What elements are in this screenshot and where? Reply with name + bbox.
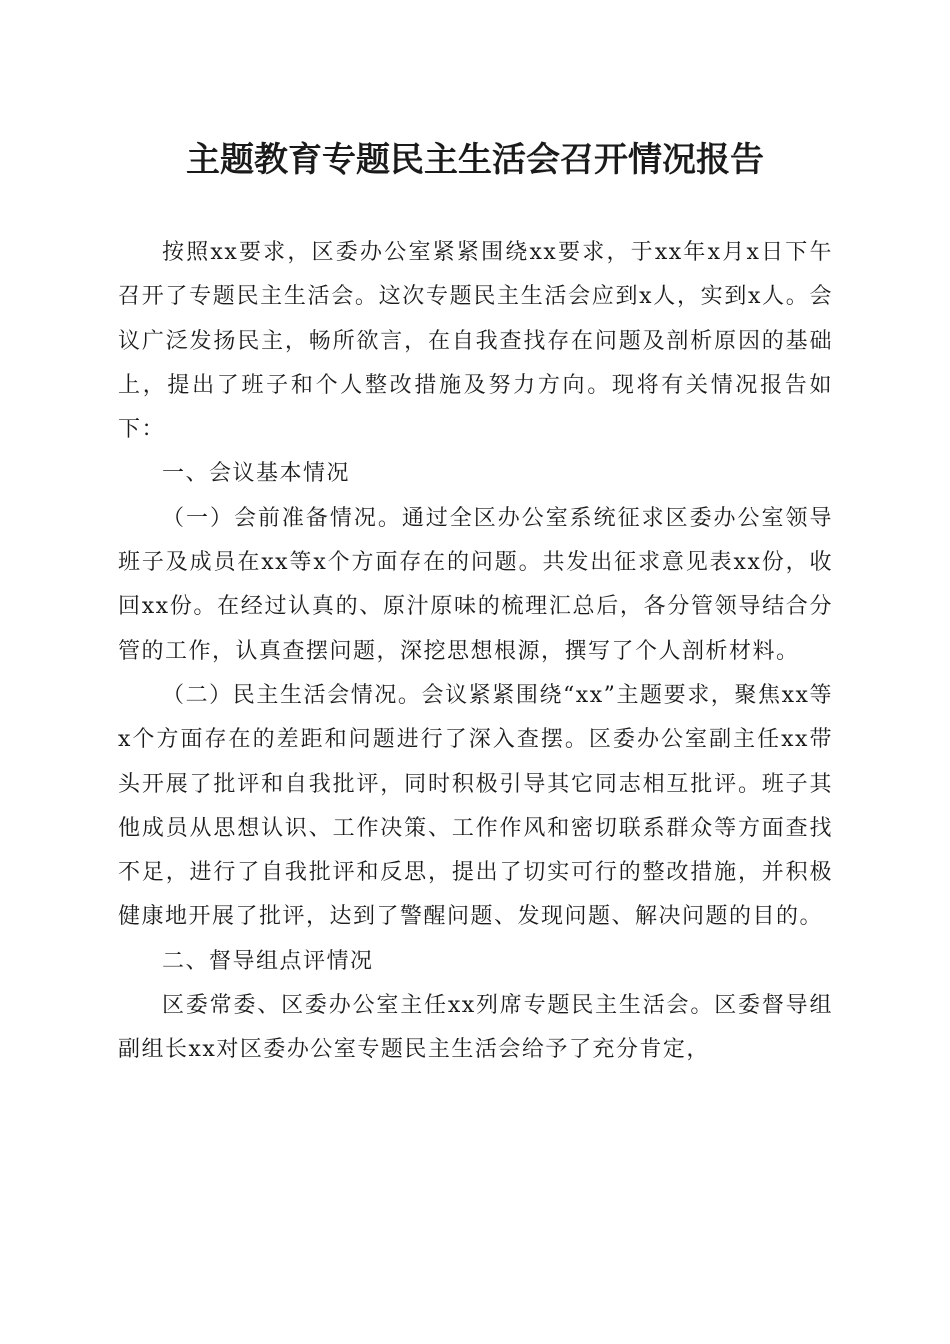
paragraph-meeting	[118, 674, 833, 940]
paragraph-meeting-lead: （二）民主生活会情况。	[162, 682, 422, 708]
paragraph-supervision: 区委常委、区委办公室主任xx列席专题民主生活会。区委督导组副组长xx对区委办公室专题民主生活会给予了充分肯定，	[118, 993, 833, 1063]
document-title: 主题教育专题民主生活会召开情况报告	[186, 140, 764, 180]
paragraph-meeting-body: 会议紧紧围绕“xx”主题要求，聚焦xx等x个方面存在的差距和问题进行了深入查摆。区委办公室副主任xx带头开展了批评和自我批评，同时积极引导其它同志相互批评。班子其他成员从思想认识、工作决策、工作作风和密切联系群众等方面查找不足，进行了自我批评和反思，提出了切实可行的整改措施，并积极健康地开展了批评，达到了警醒问题、发现问题、解决问题的目的。	[118, 682, 833, 930]
section-heading-1: 一、会议基本情况	[162, 461, 351, 487]
paragraph-preparation-lead: （一）会前准备情况。	[162, 505, 402, 531]
section-heading-2: 二、督导组点评情况	[162, 948, 374, 974]
paragraph-preparation-body: 通过全区办公室系统征求区委办公室领导班子及成员在xx等x个方面存在的问题。共发出征求意见表xx份，收回xx份。在经过认真的、原汁原味的梳理汇总后，各分管领导结合分管的工作，认真查摆问题，深挖思想根源，撰写了个人剖析材料。	[118, 505, 833, 664]
paragraph-preparation	[118, 497, 833, 674]
intro-paragraph: 按照xx要求，区委办公室紧紧围绕xx要求，于xx年x月x日下午召开了专题民主生活会。这次专题民主生活会应到x人，实到x人。会议广泛发扬民主，畅所欲言，在自我查找存在问题及剖析原因的基础上，提出了班子和个人整改措施及努力方向。现将有关情况报告如下：	[118, 240, 833, 443]
document-body	[118, 231, 833, 1073]
